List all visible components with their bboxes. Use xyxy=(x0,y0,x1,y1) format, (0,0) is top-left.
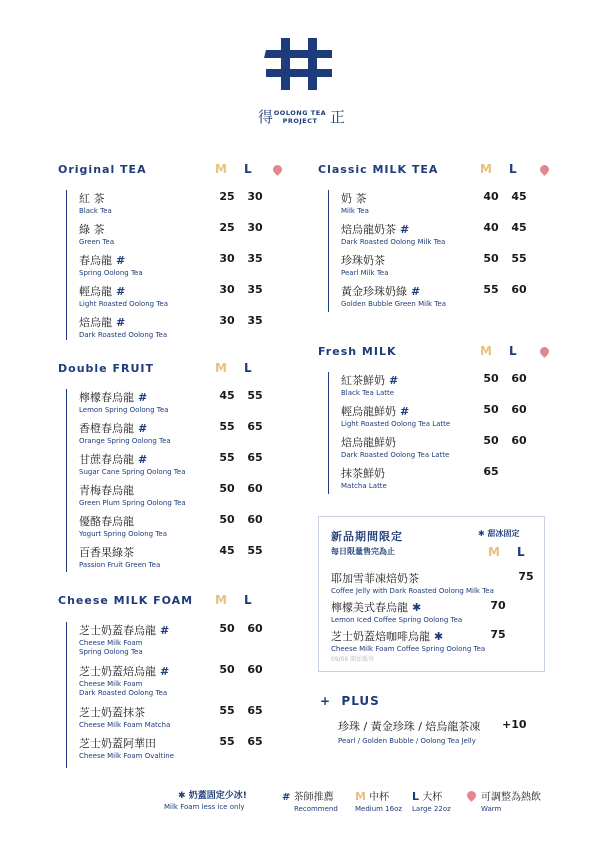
price-medium: 50 xyxy=(483,372,499,385)
price-medium: 40 xyxy=(483,221,499,234)
menu-item xyxy=(341,465,531,490)
menu-item xyxy=(79,663,269,697)
plus-label: PLUS xyxy=(341,694,380,708)
item-name xyxy=(79,704,269,720)
legend-recommend xyxy=(282,788,334,803)
price-large: 35 xyxy=(247,252,263,265)
menu-item xyxy=(79,513,269,538)
legend-warm: 可調整為熱飲 xyxy=(481,792,541,803)
item-name-en: Cheese Milk Foam xyxy=(79,639,143,647)
size-header-l: L xyxy=(244,361,252,375)
recommend-hash-icon: # xyxy=(389,374,399,387)
legend-large xyxy=(412,788,442,803)
section-title-original-tea: Original TEA xyxy=(58,163,147,176)
item-name xyxy=(79,221,269,237)
l-icon: L xyxy=(412,790,420,803)
warm-heart-icon xyxy=(271,163,284,176)
item-name-en: Yogurt Spring Oolong Tea xyxy=(79,530,167,538)
hash-icon: # xyxy=(282,792,291,803)
menu-item xyxy=(79,544,269,569)
price-medium: 50 xyxy=(219,622,235,635)
price-medium: 55 xyxy=(219,735,235,748)
recommend-hash-icon: # xyxy=(400,223,410,236)
item-name-en: Black Tea xyxy=(79,207,112,215)
legend-foam xyxy=(178,788,247,801)
price-large: 55 xyxy=(247,389,263,402)
fresh-milk-list xyxy=(328,372,529,494)
limited-title: 新品期間限定 xyxy=(331,530,403,543)
classic-milk-list xyxy=(328,190,529,312)
price-single: 75 xyxy=(518,570,534,583)
item-name-en: Golden Bubble Green Milk Tea xyxy=(341,300,446,308)
item-name-en: Cheese Milk Foam Coffee Spring Oolong Tea xyxy=(331,645,486,653)
legend-foam-en: Milk Foam less ice only xyxy=(164,803,245,811)
price-medium: 50 xyxy=(483,434,499,447)
recommend-label: 茶師推薦 xyxy=(293,792,334,803)
section-title-cheese-milk-foam: Cheese MILK FOAM xyxy=(58,594,194,607)
price-medium: 65 xyxy=(483,465,499,478)
section-title-fresh-milk: Fresh MILK xyxy=(318,345,397,358)
price-large: 45 xyxy=(511,221,527,234)
item-name xyxy=(79,314,269,330)
plus-item: 珍珠 / 黃金珍珠 / 焙烏龍茶凍 xyxy=(338,720,481,733)
menu-item xyxy=(79,704,269,729)
size-header-m: M xyxy=(480,162,492,176)
price-large: 55 xyxy=(511,252,527,265)
recommend-hash-icon: # xyxy=(400,405,410,418)
item-name-zh: 香橙春烏龍 xyxy=(79,422,134,435)
menu-item xyxy=(341,372,531,397)
menu-item xyxy=(79,283,269,308)
foam-note: 奶蓋固定少冰! xyxy=(188,791,247,801)
item-name-zh: 耶加雪菲凍焙奶茶 xyxy=(331,572,419,585)
limited-list xyxy=(331,570,541,665)
item-name-zh: 芝士奶蓋抹茶 xyxy=(79,706,145,719)
size-header-m: M xyxy=(480,344,492,358)
item-name xyxy=(79,735,269,751)
price-large: 60 xyxy=(511,283,527,296)
legend-recommend-en: Recommend xyxy=(294,805,338,813)
item-name xyxy=(331,570,541,586)
size-header-l: L xyxy=(509,344,517,358)
star-icon: ✱ xyxy=(412,601,422,614)
price-large: 60 xyxy=(511,434,527,447)
menu-item xyxy=(79,389,269,414)
item-name xyxy=(79,622,269,638)
menu-item xyxy=(341,434,531,459)
item-name-en: Lemon Spring Oolong Tea xyxy=(79,406,169,414)
recommend-hash-icon: # xyxy=(160,624,170,637)
menu-item xyxy=(79,190,269,215)
menu-item xyxy=(79,420,269,445)
price-large: 65 xyxy=(247,451,263,464)
item-name-en: Pearl Milk Tea xyxy=(341,269,389,277)
item-name-zh: 焙烏龍鮮奶 xyxy=(341,436,396,449)
item-name-en: Passion Fruit Green Tea xyxy=(79,561,161,569)
item-name xyxy=(79,252,269,268)
price-medium: 25 xyxy=(219,221,235,234)
item-name-zh: 紅茶鮮奶 xyxy=(341,374,385,387)
item-name-en: Spring Oolong Tea xyxy=(79,269,143,277)
limited-item xyxy=(331,570,541,595)
menu-item xyxy=(79,314,269,339)
price-large: 60 xyxy=(247,622,263,635)
price-large: 60 xyxy=(247,482,263,495)
item-name xyxy=(79,451,269,467)
price-large: 35 xyxy=(247,283,263,296)
item-name xyxy=(79,513,269,529)
price-single: 75 xyxy=(490,628,506,641)
item-name-zh: 芝士奶蓋春烏龍 xyxy=(79,624,156,637)
price-large: 60 xyxy=(511,372,527,385)
price-single: 70 xyxy=(490,599,506,612)
item-name-zh: 百香果綠茶 xyxy=(79,546,134,559)
item-name-en: Cheese Milk Foam Matcha xyxy=(79,721,171,729)
recommend-hash-icon: # xyxy=(116,316,126,329)
item-name-zh: 芝士奶蓋焙烏龍 xyxy=(79,665,156,678)
item-name-en: Cheese Milk Foam Ovaltine xyxy=(79,752,175,760)
menu-item xyxy=(79,252,269,277)
section-title-classic-milk-tea: Classic MILK TEA xyxy=(318,163,439,176)
price-large: 65 xyxy=(247,735,263,748)
item-name xyxy=(79,482,269,498)
item-name-en: Milk Tea xyxy=(341,207,369,215)
legend-medium xyxy=(355,788,389,803)
item-name-en: Matcha Latte xyxy=(341,482,387,490)
price-large: 65 xyxy=(247,704,263,717)
item-name-en: Dark Roasted Oolong Milk Tea xyxy=(341,238,446,246)
item-name-zh: 紅 茶 xyxy=(79,192,105,205)
item-name xyxy=(79,544,269,560)
menu-item xyxy=(341,403,531,428)
recommend-hash-icon: # xyxy=(116,285,126,298)
original-tea-list xyxy=(66,190,267,340)
item-name-en: Dark Roasted Oolong Tea xyxy=(79,331,168,339)
item-name-en: Orange Spring Oolong Tea xyxy=(79,437,171,445)
item-name-en: Black Tea Latte xyxy=(341,389,395,397)
recommend-hash-icon: # xyxy=(411,285,421,298)
item-name-zh: 輕烏龍鮮奶 xyxy=(341,405,396,418)
price-large: 65 xyxy=(247,420,263,433)
item-name-en-2: Spring Oolong Tea xyxy=(79,648,143,656)
star-icon: ✱ xyxy=(434,630,444,643)
menu-item xyxy=(341,190,531,215)
item-name-en: Coffee Jelly with Dark Roasted Oolong Milk Tea xyxy=(331,587,494,595)
legend-warm-en: Warm xyxy=(481,805,502,813)
price-large: 45 xyxy=(511,190,527,203)
menu-item xyxy=(341,221,531,246)
brand-name-line1: OOLONG TEA xyxy=(273,109,327,117)
item-name xyxy=(79,389,269,405)
item-name-zh: 輕烏龍 xyxy=(79,285,112,298)
price-large: 30 xyxy=(247,221,263,234)
item-name xyxy=(79,190,269,206)
menu-item xyxy=(79,622,269,656)
size-header-l: L xyxy=(244,593,252,607)
limited-item xyxy=(331,599,541,624)
item-name-zh: 焙烏龍 xyxy=(79,316,112,329)
recommend-hash-icon: # xyxy=(138,391,148,404)
plus-price: +10 xyxy=(502,718,527,731)
recommend-hash-icon: # xyxy=(116,254,126,267)
item-name-zh: 檸檬美式春烏龍 xyxy=(331,601,408,614)
price-medium: 25 xyxy=(219,190,235,203)
size-header-m: M xyxy=(215,361,227,375)
medium-label: 中杯 xyxy=(369,792,390,803)
recommend-hash-icon: # xyxy=(138,453,148,466)
item-name-zh: 抹茶鮮奶 xyxy=(341,467,385,480)
price-large: 60 xyxy=(511,403,527,416)
price-medium: 55 xyxy=(219,451,235,464)
price-medium: 45 xyxy=(219,544,235,557)
limited-note xyxy=(478,528,520,539)
price-medium: 55 xyxy=(219,704,235,717)
price-medium: 50 xyxy=(219,482,235,495)
menu-item xyxy=(79,221,269,246)
menu-item xyxy=(341,252,531,277)
item-name xyxy=(79,663,269,679)
item-name-en-2: Dark Roasted Oolong Tea xyxy=(79,689,168,697)
size-header-m: M xyxy=(488,545,500,559)
price-medium: 50 xyxy=(483,403,499,416)
item-name-zh: 芝士奶蓋焙咖啡烏龍 xyxy=(331,630,430,643)
legend-large-en: Large 22oz xyxy=(412,805,451,813)
sweet-ice-fixed-label: 甜冰固定 xyxy=(487,529,520,538)
double-fruit-list xyxy=(66,389,267,572)
brand-right-char: 正 xyxy=(330,108,346,126)
recommend-hash-icon: # xyxy=(160,665,170,678)
item-name xyxy=(79,283,269,299)
item-name-zh: 黃金珍珠奶綠 xyxy=(341,285,407,298)
price-medium: 55 xyxy=(483,283,499,296)
item-name-zh: 奶 茶 xyxy=(341,192,367,205)
item-name-zh: 青梅春烏龍 xyxy=(79,484,134,497)
item-name-zh: 檸檬春烏龍 xyxy=(79,391,134,404)
item-name-en: Cheese Milk Foam xyxy=(79,680,143,688)
section-title-double-fruit: Double FRUIT xyxy=(58,362,154,375)
size-header-m: M xyxy=(215,162,227,176)
plus-icon: + xyxy=(320,694,332,708)
plus-item-en: Pearl / Golden Bubble / Oolong Tea Jelly xyxy=(338,737,476,745)
item-name-en: Sugar Cane Spring Oolong Tea xyxy=(79,468,186,476)
item-name-en: Dark Roasted Oolong Tea Latte xyxy=(341,451,450,459)
price-medium: 45 xyxy=(219,389,235,402)
item-name-en: Light Roasted Oolong Tea xyxy=(79,300,168,308)
price-medium: 55 xyxy=(219,420,235,433)
warm-heart-icon xyxy=(538,345,551,358)
m-icon: M xyxy=(355,790,366,803)
item-name-zh: 甘蔗春烏龍 xyxy=(79,453,134,466)
price-large: 35 xyxy=(247,314,263,327)
warm-heart-icon xyxy=(538,163,551,176)
item-name-zh: 芝士奶蓋阿華田 xyxy=(79,737,156,750)
brand-logo xyxy=(264,38,334,90)
price-large: 30 xyxy=(247,190,263,203)
price-medium: 30 xyxy=(219,283,235,296)
menu-item xyxy=(341,283,531,308)
price-medium: 50 xyxy=(219,663,235,676)
item-name-zh: 春烏龍 xyxy=(79,254,112,267)
star-icon: ✱ xyxy=(478,529,488,538)
price-medium: 40 xyxy=(483,190,499,203)
item-name-en: Green Tea xyxy=(79,238,115,246)
item-name-en: Lemon Iced Coffee Spring Oolong Tea xyxy=(331,616,463,624)
limited-item xyxy=(331,628,541,663)
price-medium: 50 xyxy=(219,513,235,526)
menu-item xyxy=(79,482,269,507)
brand-left-char: 得 xyxy=(258,108,274,126)
brand-name-line2: PROJECT xyxy=(282,117,318,125)
size-header-l: L xyxy=(244,162,252,176)
item-start-date: 09/06 開始販售 xyxy=(331,656,375,663)
price-large: 55 xyxy=(247,544,263,557)
menu-item xyxy=(79,735,269,760)
warm-heart-icon xyxy=(465,789,478,802)
item-name-zh: 優酪春烏龍 xyxy=(79,515,134,528)
item-name xyxy=(79,420,269,436)
limited-subtitle: 每日限量售完為止 xyxy=(331,547,395,556)
price-medium: 30 xyxy=(219,252,235,265)
size-header-l: L xyxy=(509,162,517,176)
item-name-zh: 綠 茶 xyxy=(79,223,105,236)
price-large: 60 xyxy=(247,513,263,526)
item-name-zh: 珍珠奶茶 xyxy=(341,254,385,267)
recommend-hash-icon: # xyxy=(138,422,148,435)
price-medium: 30 xyxy=(219,314,235,327)
size-header-l: L xyxy=(517,545,525,559)
menu-item xyxy=(79,451,269,476)
large-label: 大杯 xyxy=(422,792,443,803)
star-icon: ✱ xyxy=(178,791,189,801)
legend-medium-en: Medium 16oz xyxy=(355,805,403,813)
item-name-zh: 焙烏龍奶茶 xyxy=(341,223,396,236)
cheese-foam-list xyxy=(66,622,267,768)
size-header-m: M xyxy=(215,593,227,607)
item-name-en: Light Roasted Oolong Tea Latte xyxy=(341,420,451,428)
price-large: 60 xyxy=(247,663,263,676)
item-name-en: Green Plum Spring Oolong Tea xyxy=(79,499,186,507)
plus-title xyxy=(320,694,380,708)
price-medium: 50 xyxy=(483,252,499,265)
